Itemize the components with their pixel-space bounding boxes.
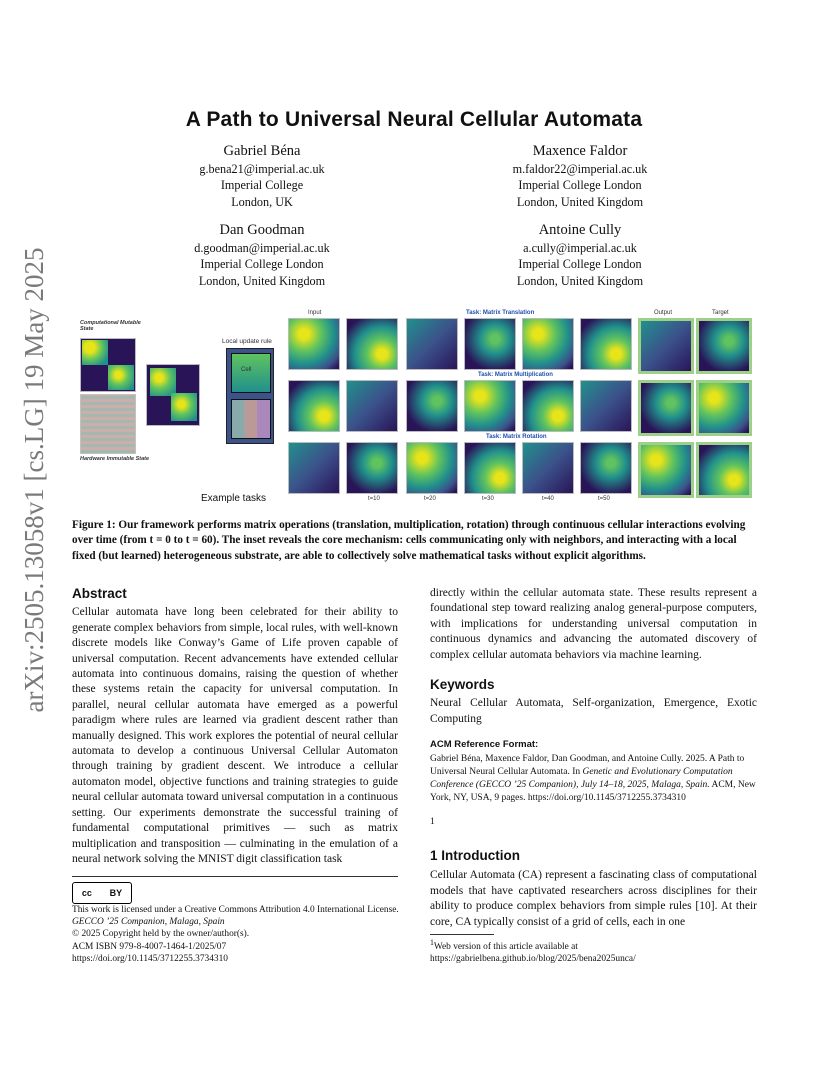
footnote-divider [430, 934, 494, 935]
author-block [132, 142, 392, 210]
by-icon: BY [109, 888, 123, 898]
task-title: Task: Matrix Translation [466, 310, 535, 316]
task-title: Task: Matrix Rotation [486, 434, 547, 440]
acm-reference-authors: Gabriel Béna, Maxence Faldor, Dan Goodman, and Antoine Cully. 2025. A Path to Universal Neural Cellular Automata. In [430, 753, 745, 777]
right-column [430, 586, 757, 830]
abstract-continuation: directly within the cellular automata state. These results represent a foundational step toward realizing analog general-purpose computers, with implications for understanding universal computation in continuous dynamics and advancing the automated discovery of complex cellular automata behaviors via machine learning. [430, 587, 757, 661]
license-text [72, 904, 412, 965]
author-block [450, 221, 710, 289]
acm-heading: ACM Reference Format: [430, 739, 539, 751]
task-state-tile [288, 318, 340, 370]
author-location: London, UK [231, 194, 293, 209]
task-state-tile [464, 380, 516, 432]
author-affiliation: Imperial College London [518, 178, 642, 193]
author-affiliation: Imperial College London [200, 257, 324, 272]
author-name: Dan Goodman [219, 222, 305, 238]
author-location: London, United Kingdom [516, 273, 644, 288]
computational-state-grid [80, 338, 136, 392]
footnote [430, 937, 757, 966]
author-location: London, United Kingdom [198, 273, 326, 288]
task-state-tile [406, 442, 458, 494]
author-name: Gabriel Béna [223, 143, 301, 159]
author-block [450, 142, 710, 210]
copyright-line: © 2025 Copyright held by the owner/author(s). [72, 929, 250, 940]
intro-heading: 1 Introduction [430, 848, 520, 863]
intro-text: Cellular Automata (CA) represent a fascinating class of computational models that have captivated researchers across disciplines for their ability to produce complex behaviors from simple rules [10]. At their core, CA typically consist of a grid of cells, each in one [430, 869, 757, 928]
target-label: Target [712, 310, 729, 316]
author-email[interactable]: m.faldor22@imperial.ac.uk [512, 162, 648, 176]
footnote-mark: 1 [430, 816, 435, 827]
doi-link[interactable]: https://doi.org/10.1145/3712255.3734310 [72, 953, 228, 964]
task-state-tile [580, 318, 632, 370]
figure-caption: Figure 1: Our framework performs matrix operations (translation, multiplication, rotation) through continuous cellular interactions evolving over time (from t = 0 to t = 60). The inset reveals the core mechanism: cells communicating only with neighbors, and interacting with a local fixed (but learned) heterogeneous substrate, are able to collectively solve mathematical tasks without explicit algorithms. [72, 519, 746, 562]
cc-by-icon[interactable] [72, 882, 132, 904]
acm-reference [430, 753, 757, 805]
author-email[interactable]: a.cully@imperial.ac.uk [523, 241, 637, 255]
keywords-text: Neural Cellular Automata, Self-organization, Emergence, Exotic Computing [430, 697, 757, 725]
task-state-tile [638, 318, 694, 374]
author-name: Maxence Faldor [532, 143, 628, 159]
task-state-tile [346, 318, 398, 370]
license-divider [72, 876, 398, 877]
task-state-tile [580, 442, 632, 494]
stacked-state-grid [146, 364, 200, 426]
task-state-tile [522, 318, 574, 370]
venue-line: GECCO ’25 Companion, Malaga, Spain [72, 917, 225, 928]
task-state-tile [346, 442, 398, 494]
task-state-tile [346, 380, 398, 432]
computational-state-label: Computational Mutable State [80, 320, 141, 332]
task-state-tile [696, 318, 752, 374]
time-label: t=20 [424, 496, 436, 502]
task-state-tile [406, 318, 458, 370]
isbn-line: ACM ISBN 979-8-4007-1464-1/2025/07 [72, 941, 227, 952]
left-column [72, 586, 398, 867]
keywords-heading: Keywords [430, 677, 495, 693]
task-state-tile [406, 380, 458, 432]
time-label: t=50 [598, 496, 610, 502]
footnote-superscript: 1 [430, 938, 434, 947]
task-state-tile [696, 442, 752, 498]
abstract-heading: Abstract [72, 586, 127, 601]
cc-icon: cc [81, 888, 92, 898]
time-label: t=10 [368, 496, 380, 502]
task-state-tile [464, 442, 516, 494]
figure-1 [76, 308, 760, 508]
task-state-tile [638, 380, 694, 436]
local-update-rule-label: Local update rule [222, 338, 272, 345]
time-label: t=30 [482, 496, 494, 502]
task-state-tile [638, 442, 694, 498]
arxiv-stamp: arXiv:2505.13058v1 [cs.LG] 19 May 2025 [19, 247, 49, 713]
task-state-tile [522, 380, 574, 432]
local-update-inset [226, 348, 274, 444]
footnote-text[interactable]: Web version of this article available at https://gabrielbena.github.io/blog/2025/bena2025unca/ [430, 942, 636, 965]
task-title: Task: Matrix Multiplication [478, 372, 553, 378]
author-location: London, United Kingdom [516, 194, 644, 209]
task-state-tile [288, 442, 340, 494]
task-state-tile [696, 380, 752, 436]
intro-section [430, 848, 757, 930]
author-name: Antoine Cully [538, 222, 622, 238]
acm-reference-venue: Genetic and Evolutionary Computation Conference (GECCO ’25 Companion), July 14–18, 2025, Malaga, Spain. [430, 766, 733, 790]
acm-reference-doi[interactable]: ACM, New York, NY, USA, 9 pages. https://doi.org/10.1145/3712255.3734310 [430, 779, 756, 803]
input-label: Input [308, 310, 322, 316]
example-tasks-label: Example tasks [201, 493, 267, 504]
author-email[interactable]: g.bena21@imperial.ac.uk [199, 162, 325, 176]
abstract-text: Cellular automata have long been celebrated for their ability to generate complex behaviors from simple, local rules, with well-known discrete models like Conway’s Game of Life proven capable of universal computation. Recent advancements have extended cellular automata into continuous domains, raising the question of whether these systems retain the capacity for universal computation. In parallel, neural cellular automata have emerged as a powerful paradigm where rules are learned via gradient descent rather than manually designed. This work explores the potential of neural cellular automata to develop a continuous Universal Cellular Automaton through training by gradient descent. We introduce a cellular automaton model, objective functions and training strategies to guide neural cellular automata toward universal computation in a continuous setting. Our experiments demonstrate the successful training of fundamental computational primitives — such as matrix multiplication and transposition — culminating in the emulation of a neural network solving the MNIST digit classification task [72, 606, 398, 865]
task-state-tile [522, 442, 574, 494]
time-label: t=40 [542, 496, 554, 502]
author-affiliation: Imperial College [220, 178, 304, 193]
author-affiliation: Imperial College London [518, 257, 642, 272]
task-state-tile [464, 318, 516, 370]
license-line: This work is licensed under a Creative Commons Attribution 4.0 International License. [72, 905, 399, 915]
task-state-tile [288, 380, 340, 432]
hardware-state-label: Hardware Immutable State [80, 456, 150, 462]
paper-title: A Path to Universal Neural Cellular Automata [185, 108, 643, 131]
author-email[interactable]: d.goodman@imperial.ac.uk [194, 241, 330, 255]
output-label: Output [654, 310, 673, 316]
task-state-tile [580, 380, 632, 432]
hardware-state-grid [80, 394, 136, 454]
author-block [132, 221, 392, 289]
cell-label: Cell [241, 367, 252, 373]
